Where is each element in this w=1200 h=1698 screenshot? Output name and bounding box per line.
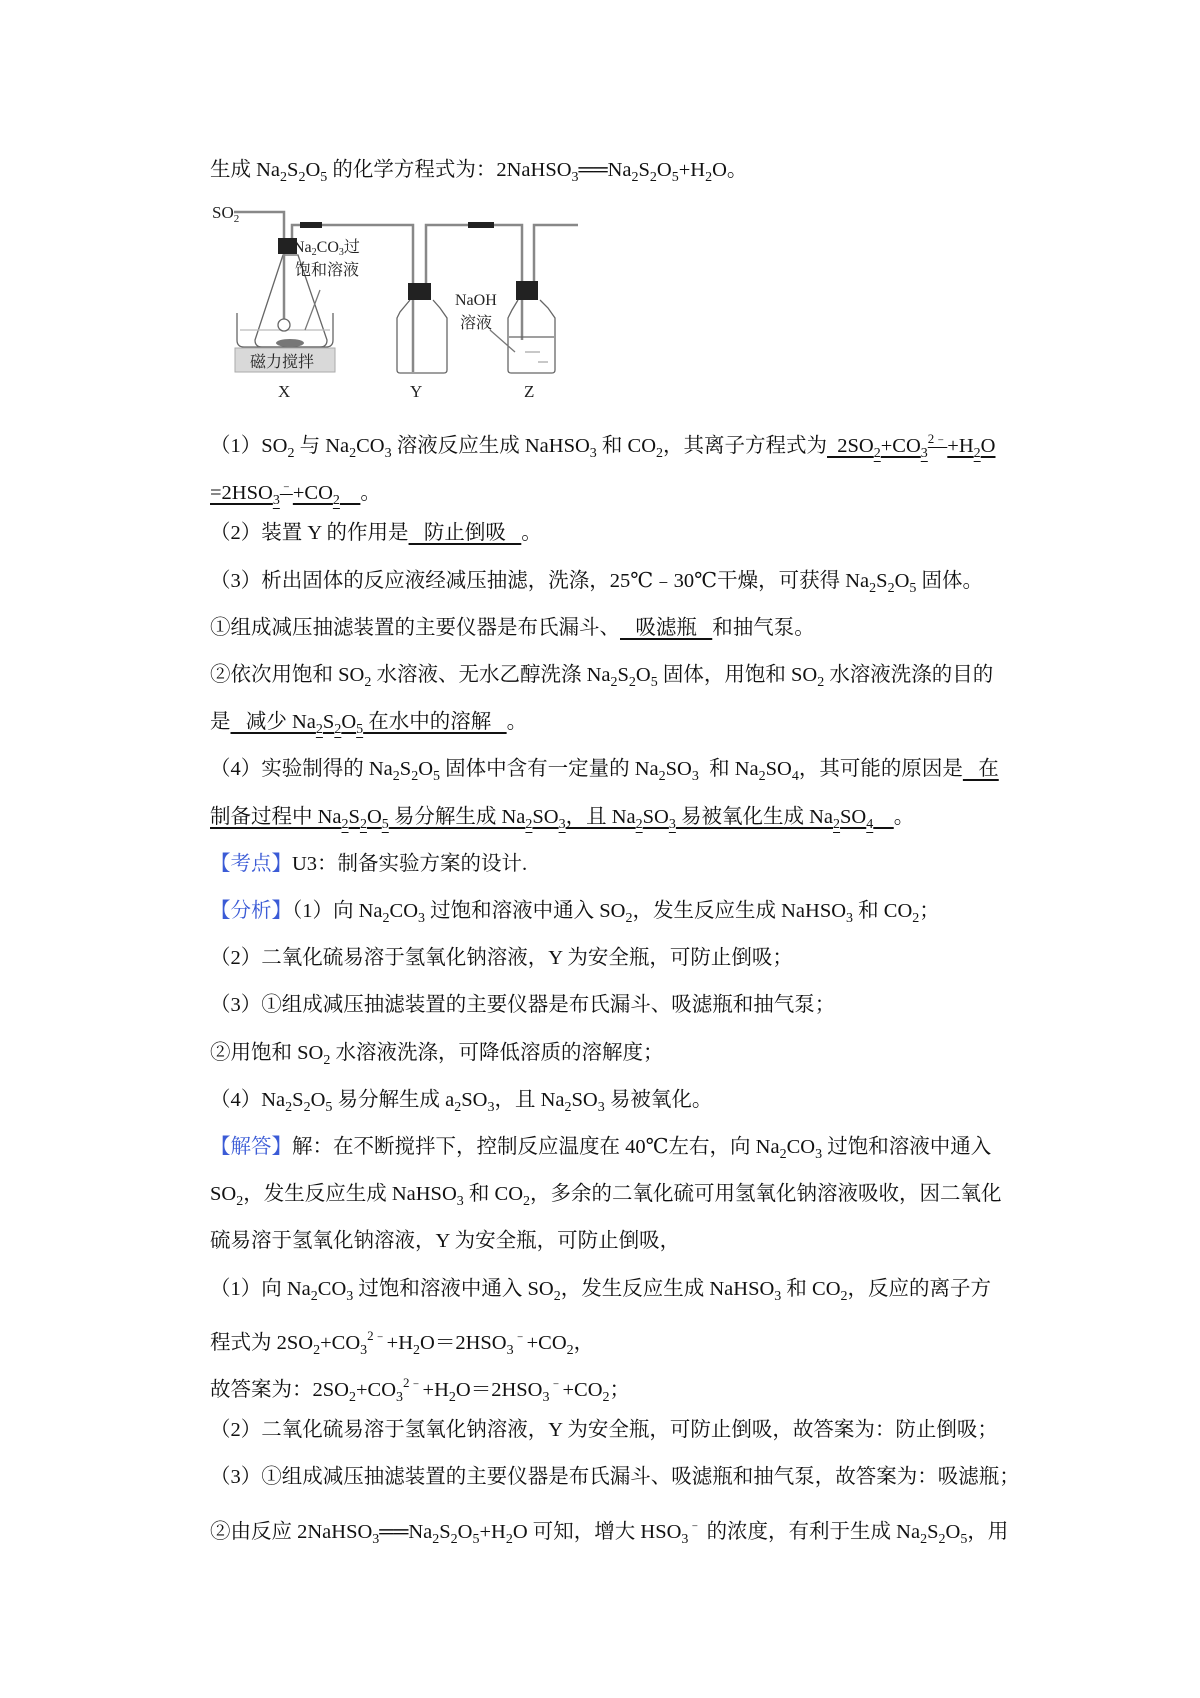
subscript: 2 [758,769,766,785]
text-segment: （2）二氧化硫易溶于氢氧化钠溶液，Y 为安全瓶，可防止倒吸，故答案为：防止倒吸； [210,1419,998,1442]
text-segment: S [638,159,650,181]
subscript: 3 [418,911,426,926]
subscript: 3 [589,446,597,461]
subscript: 2 [448,1390,456,1405]
text-segment: 易分解生成 a [332,1088,455,1111]
text-segment: O [341,711,357,734]
subscript: 2 [313,1342,321,1358]
subscript: 5 [325,1099,333,1115]
text-segment: +H [422,1379,449,1401]
text-segment: CO [389,900,419,922]
subscript: 2 [525,816,533,832]
text-segment: O [366,805,382,828]
text-line [210,471,381,516]
subscript: 2 [323,1052,331,1068]
subscript: 2 [285,1099,293,1115]
subscript: 2 [553,1288,561,1304]
text-segment: （2）二氧化硫易溶于氢氧化钠溶液，Y 为安全瓶，可防止倒吸； [210,947,793,970]
subscript: 5 [472,1531,480,1547]
section-tag: 【分析】 [210,900,292,922]
text-segment: O [457,1520,473,1543]
text-segment [340,482,361,504]
text-segment: O [305,159,321,181]
text-line [210,1415,998,1445]
text-segment: SO [461,1088,488,1111]
text-segment: 的浓度，有利于生成 Na [701,1520,921,1543]
subscript: 3 [691,769,699,785]
subscript: 2 [869,580,877,596]
text-segment: 易被氧化。 [604,1088,713,1111]
text-segment: +H [479,1520,506,1543]
subscript: 5 [433,769,440,785]
text-segment: O [310,1088,326,1111]
subscript: 2 [938,1531,946,1547]
subscript: 3 [815,1147,823,1162]
section-tag: 【解答】 [210,1136,292,1158]
text-segment: O。 [712,159,748,181]
text-line [210,1274,991,1312]
text-segment: S [322,711,335,734]
text-segment: 固体，用饱和 SO [657,664,818,686]
text-segment: 。 [521,522,542,545]
text-segment: SO [765,758,792,781]
subscript: 3 [597,1099,605,1115]
text-line [210,518,542,548]
subscript: 3 [396,1390,404,1405]
text-segment: 2SO [827,435,874,457]
text-segment: 的化学方程式为：2NaHSO [327,159,572,181]
text-segment: 。 [893,805,915,828]
text-segment: O [945,1520,961,1543]
subscript: 2 [450,1531,458,1547]
text-segment: （4）实验制得的 Na [210,758,393,781]
text-segment: O [656,159,672,181]
subscript: 2 [631,170,639,185]
intro-equation-line [210,155,747,193]
subscript: 2 [973,446,981,461]
subscript: 5 [909,580,917,596]
superscript: 2﹣ [403,1375,423,1390]
text-segment: 制备过程中 Na [210,805,342,828]
text-segment: O [635,664,651,686]
label-x: X [278,382,291,401]
text-segment: （1）向 Na [210,1277,311,1300]
text-line [210,1085,712,1123]
subscript: 2 [454,1099,462,1115]
text-segment: +CO [320,1331,361,1354]
text-segment: 与 Na [294,435,350,457]
subscript: 2 [920,1531,928,1547]
subscript: 2 [658,769,666,785]
subscript: 2 [523,1194,530,1210]
text-segment: ②由反应 2NaHSO [210,1520,373,1543]
text-segment: （3）①组成减压抽滤装置的主要仪器是布氏漏斗、吸滤瓶和抽气泵，故答案为：吸滤瓶； [210,1466,1020,1489]
text-segment: +H [947,435,974,457]
text-segment: 固体。 [916,569,983,592]
text-segment: +CO [880,435,921,457]
subscript: 2 [840,1288,848,1304]
text-segment: 减少 Na [230,711,316,734]
text-segment [873,806,894,828]
subscript: 2 [332,493,340,509]
text-segment: O＝2HSO [420,1331,507,1354]
subscript: 5 [960,1531,968,1547]
text-segment: O [980,435,996,457]
subscript: 5 [381,816,389,832]
subscript: 3 [372,1531,380,1547]
apparatus-diagram [200,190,580,410]
text-segment: 和 CO [463,1183,523,1206]
subscript: 5 [356,722,364,738]
subscript: 2 [303,1099,311,1115]
subscript: 5 [650,675,658,690]
superscript: ﹣ [688,1516,702,1532]
text-segment: ②用饱和 SO [210,1041,324,1064]
superscript: ﹣ [549,1375,563,1390]
text-segment: S [617,664,629,686]
text-segment: ══Na [578,159,632,181]
text-line [210,1510,1008,1555]
stirrer-label: 磁力搅拌 [250,354,315,371]
text-line [210,1321,594,1366]
subscript: 2 [364,675,372,690]
text-segment: SO [840,805,867,828]
text-segment: 过饱和溶液中通入 SO [353,1277,554,1300]
so2-label: $SO_2$ [212,203,240,225]
subscript: 3 [456,1194,464,1210]
text-segment: ，且 Na [565,805,636,828]
text-segment: ，发生反应生成 NaHSO [632,900,847,922]
text-segment: ，发生反应生成 NaHSO [560,1277,775,1300]
text-segment: SO [210,1183,237,1206]
subscript: 5 [671,170,679,185]
text-segment: 过饱和溶液中通入 SO [425,900,626,922]
text-segment: 易分解生成 Na [388,805,526,828]
text-segment: U3：制备实验方案的设计. [292,852,528,875]
text-segment: S [927,1520,939,1543]
text-line [210,754,999,792]
subscript: 3 [506,1342,514,1358]
subscript: 2 [392,769,400,785]
subscript: 2 [287,446,295,461]
text-segment: 和 CO [781,1277,841,1300]
naoh-label: NaOH [455,292,497,309]
na2co3-label: Na2CO3过 [293,239,360,258]
text-segment: 防止倒吸 [408,522,522,545]
text-segment: 水溶液洗涤的目的 [824,664,994,686]
text-segment: CO [317,1277,347,1300]
subscript: 2 [887,580,895,596]
text-segment: 生成 Na [210,159,281,181]
text-segment: S [292,1088,304,1111]
subscript: 2 [348,1390,356,1405]
text-segment: SO [665,758,692,781]
text-segment: O＝2HSO [455,1379,543,1401]
text-segment: O 可知，增大 HSO [512,1520,682,1543]
text-line [210,707,527,745]
text-segment: 故答案为：2SO [210,1379,349,1401]
section-tag: 【考点】 [210,852,292,875]
subscript: 2 [602,1390,610,1405]
subscript: 3 [774,1288,782,1304]
text-segment: 在 [962,758,999,781]
text-segment: 和 Na [698,758,759,781]
text-line [210,566,983,604]
text-segment: ══Na [379,1520,433,1543]
text-line [210,943,793,973]
subscript: 3 [346,1288,354,1304]
text-segment: ，发生反应生成 NaHSO [243,1183,457,1206]
text-segment: 和 CO [596,435,657,457]
subscript: 2 [413,1342,421,1358]
text-segment: ②依次用饱和 SO [210,664,365,686]
text-segment: S [399,758,412,781]
text-line [210,802,914,840]
text-segment: ，用 [967,1520,1009,1543]
subscript: 2 [411,769,419,785]
text-line [210,1132,991,1170]
text-segment: +H [678,159,706,181]
subscript: 2 [912,911,920,926]
text-segment: 在水中的溶解 [363,711,507,734]
subscript: 3 [571,170,579,185]
subscript: 2 [635,816,643,832]
subscript: 3 [681,1531,689,1547]
text-segment: ，且 Na [494,1088,565,1111]
text-line [210,660,993,698]
text-segment: 过饱和溶液中通入 [822,1136,992,1158]
text-segment: 和 CO [853,900,913,922]
text-segment: CO [786,1136,816,1158]
text-segment: （1）SO [210,435,288,457]
text-segment: （3）①组成减压抽滤装置的主要仪器是布氏漏斗、吸滤瓶和抽气泵； [210,994,836,1017]
subscript: 2 [564,1099,572,1115]
safety-bottle-y [397,300,447,373]
text-segment: ； [609,1379,631,1401]
text-segment: ； [919,900,940,922]
subscript: 5 [320,170,328,185]
subscript: 3 [920,446,928,461]
text-segment: +CO [562,1379,603,1401]
superscript: ﹣ [513,1327,527,1343]
saturated-solution-label: 饱和溶液 [295,262,360,279]
text-segment: （4）Na [210,1088,286,1111]
text-line [210,613,815,643]
text-line [210,424,995,469]
subscript: 2 [382,911,390,926]
text-segment: （3）析出固体的反应液经减压抽滤，洗涤，25℃﹣30℃干燥，可获得 Na [210,569,870,592]
naoh-solution-label: 溶液 [460,315,493,332]
text-segment: +CO [526,1331,567,1354]
text-segment: ，反应的离子方 [847,1277,992,1300]
text-segment: （1）向 Na [292,900,383,922]
subscript: 2 [505,1531,513,1547]
text-segment: ，其可能的原因是 [798,758,963,781]
text-segment: +CO [355,1379,397,1401]
text-segment: 解：在不断搅拌下，控制反应温度在 40℃左右，向 Na [292,1136,780,1158]
subscript: 2 [873,446,881,461]
subscript: 2 [359,816,367,832]
subscript: 2 [656,446,664,461]
label-y: Y [410,382,423,401]
superscript: 2﹣ [367,1327,387,1343]
text-line [210,1226,680,1256]
subscript: 2 [341,816,349,832]
subscript: 3 [272,493,280,509]
subscript: 2 [649,170,657,185]
subscript: 2 [833,816,841,832]
subscript: 2 [310,1288,318,1304]
subscript: 2 [432,1531,440,1547]
superscript: 2﹣ [927,431,948,446]
text-segment: 是 [210,711,231,734]
subscript: 2 [315,722,323,738]
text-segment: 。 [360,482,381,505]
text-segment: SO [642,805,669,828]
subscript: 3 [360,1342,368,1358]
text-segment: 硫易溶于氢氧化钠溶液，Y 为安全瓶，可防止倒吸， [210,1230,681,1253]
text-segment: SO [532,805,559,828]
text-segment: O [894,569,910,592]
text-segment: O [418,758,433,781]
subscript: 2 [298,170,306,185]
subscript: 2 [779,1147,787,1162]
text-segment: CO [356,435,385,457]
subscript: 3 [542,1390,550,1405]
subscript: 3 [846,911,854,926]
text-line [210,990,835,1020]
text-segment: 固体中含有一定量的 Na [440,758,659,781]
text-segment: 溶液反应生成 NaHSO [391,435,590,457]
text-segment: SO [571,1088,598,1111]
subscript: 2 [817,675,825,690]
text-segment: S [439,1520,451,1543]
text-line [210,1179,1002,1217]
text-line [210,1462,1020,1492]
subscript: 2 [334,722,342,738]
text-segment: S [876,569,888,592]
text-line [210,849,527,879]
text-segment: ①组成减压抽滤装置的主要仪器是布氏漏斗、 [210,616,620,639]
text-segment: =2HSO [210,482,273,505]
text-segment: 水溶液洗涤，可降低溶质的溶解度； [330,1041,664,1064]
label-z: Z [524,382,535,401]
stopper-z [516,281,538,300]
subscript: 2 [705,170,713,185]
text-segment: S [348,805,360,828]
subscript: 3 [384,446,392,461]
subscript: 3 [487,1099,495,1115]
text-segment: 程式为 2SO [210,1331,314,1354]
text-line [210,896,940,934]
subscript: 4 [866,816,874,832]
stopper-y [408,283,431,300]
text-segment: 和抽气泵。 [712,616,815,639]
text-segment: +H [386,1331,414,1354]
subscript: 2 [236,1194,244,1210]
text-segment: 易被氧化生成 Na [675,805,834,828]
text-segment: 水溶液、无水乙醇洗涤 Na [371,664,611,686]
text-segment: ，多余的二氧化硫可用氢氧化钠溶液吸收，因二氧化 [530,1183,1002,1206]
text-line [210,1368,630,1413]
subscript: 2 [625,911,633,926]
text-segment: 吸滤瓶 [620,616,713,639]
subscript: 3 [668,816,676,832]
text-segment: 。 [506,711,528,734]
text-segment: ， [573,1331,595,1354]
subscript: 2 [280,170,288,185]
stir-bar [276,339,304,347]
subscript: 3 [558,816,566,832]
subscript: 2 [566,1342,574,1358]
subscript: 2 [610,675,618,690]
superscript: ﹣ [279,478,293,494]
text-segment: ，其离子方程式为 [663,435,828,457]
subscript: 2 [628,675,636,690]
text-line [210,1038,663,1076]
text-segment: +CO [292,482,333,505]
text-segment: （2）装置 Y 的作用是 [210,522,409,545]
subscript: 4 [791,769,799,785]
text-segment: S [287,159,299,181]
subscript: 2 [349,446,357,461]
